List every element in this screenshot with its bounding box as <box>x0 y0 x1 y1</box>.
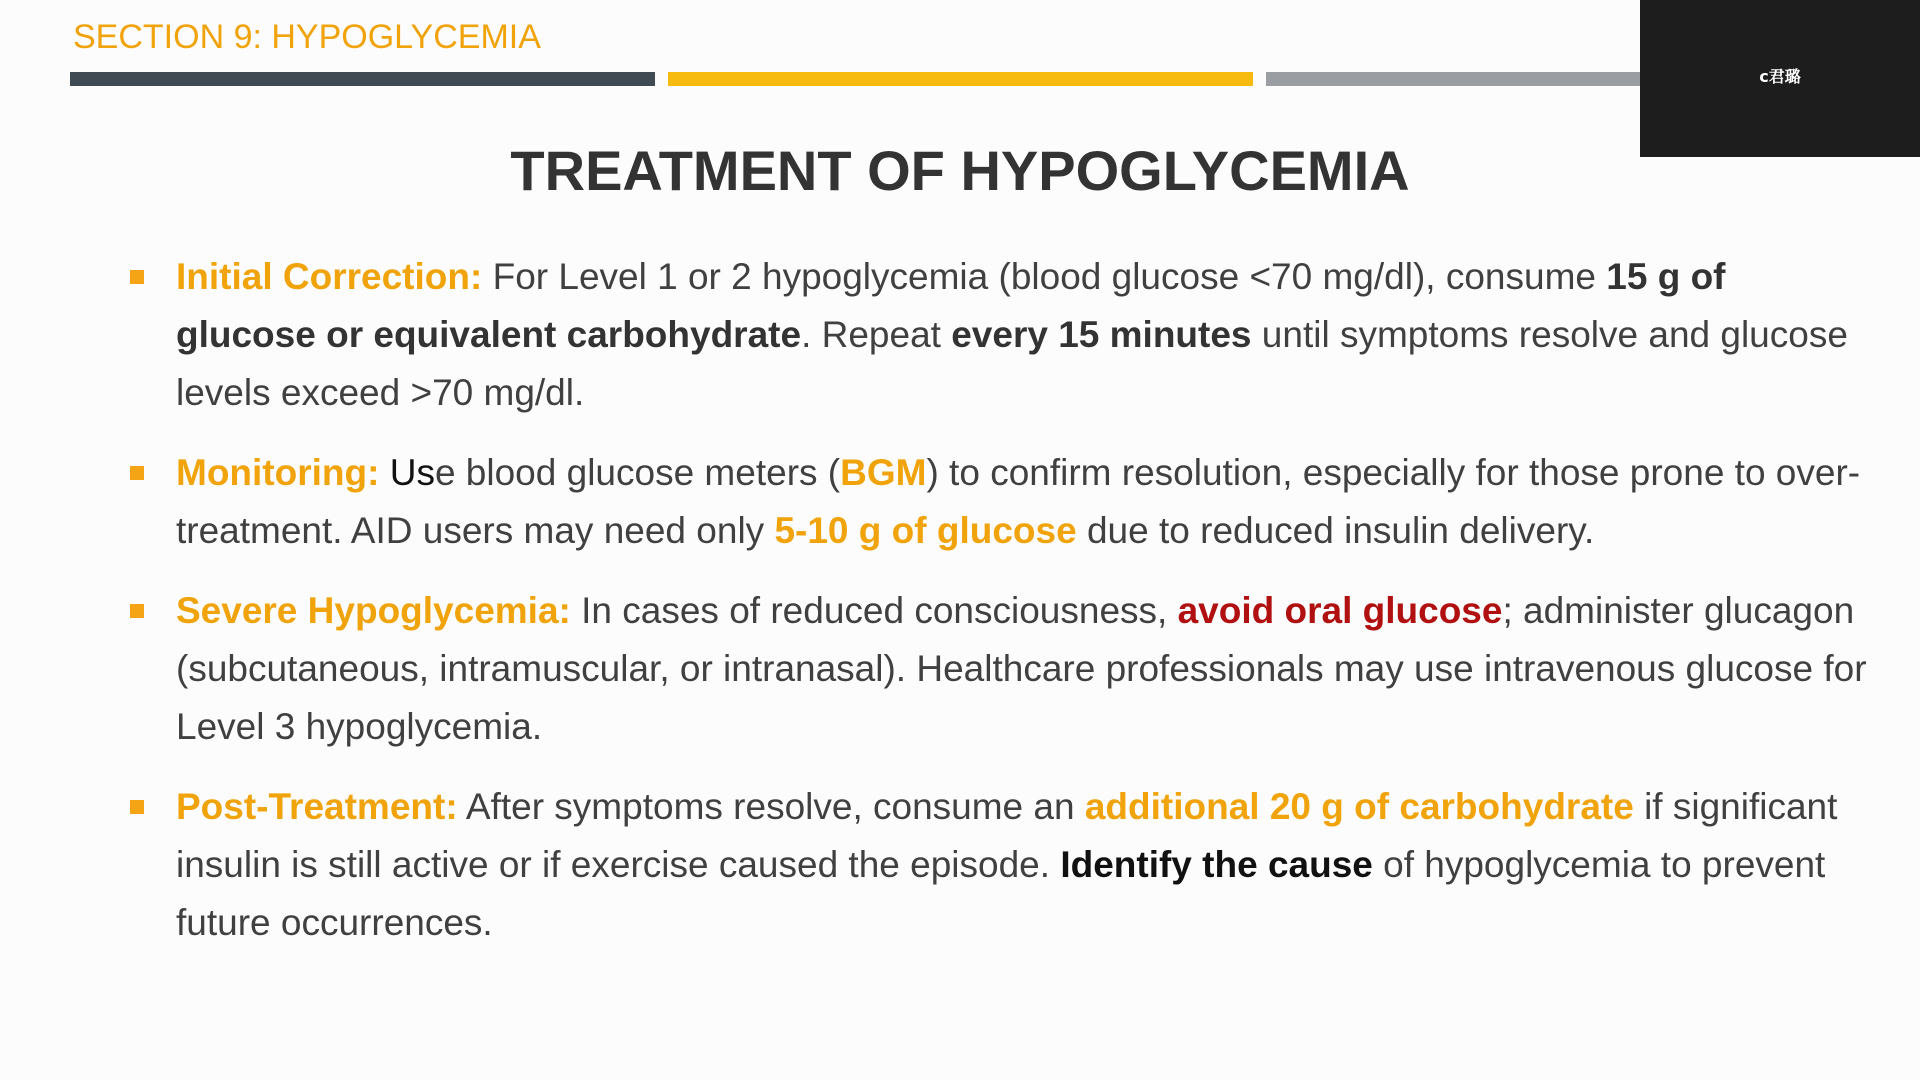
bullet-text <box>379 452 389 493</box>
bullet-list <box>130 248 1870 974</box>
square-bullet-icon <box>130 466 144 480</box>
header-bar-yellow <box>668 72 1253 86</box>
bullet-text: if significant insulin is still active or if exercise caused the episode. <box>176 786 1838 885</box>
bullet-severe-hypoglycemia <box>130 582 1870 756</box>
bullet-heading: Initial Correction: <box>176 256 483 297</box>
bullet-text: ) to confirm resolution, especially for those prone to over-treatment. AID users may need only <box>176 452 1861 551</box>
bullet-heading: Monitoring: <box>176 452 380 493</box>
bullet-emphasis: Identify the cause <box>1060 844 1373 885</box>
bullet-highlight: BGM <box>840 452 927 493</box>
bullet-heading: Post-Treatment: <box>176 786 458 827</box>
bullet-highlight: additional 20 g of carbohydrate <box>1084 786 1634 827</box>
bullet-warning: avoid oral glucose <box>1177 590 1503 631</box>
bullet-text: For Level 1 or 2 hypoglycemia (blood glucose <70 mg/dl), consume <box>482 256 1607 297</box>
bullet-post-treatment <box>130 778 1870 952</box>
bullet-text: until symptoms resolve and glucose levels exceed >70 mg/dl. <box>176 314 1848 413</box>
square-bullet-icon <box>130 800 144 814</box>
bullet-emphasis: 15 g of glucose or equivalent carbohydrate <box>176 256 1726 355</box>
bullet-highlight: 5-10 g of glucose <box>774 510 1077 551</box>
bullet-monitoring <box>130 444 1870 560</box>
square-bullet-icon <box>130 270 144 284</box>
bullet-text-dark: Us <box>389 452 435 493</box>
bullet-text: e blood glucose meters ( <box>434 452 841 493</box>
bullet-text: due to reduced insulin delivery. <box>1076 510 1595 551</box>
header-bar-dark <box>70 72 655 86</box>
section-label: SECTION 9: HYPOGLYCEMIA <box>73 18 541 56</box>
bullet-initial-correction <box>130 248 1870 422</box>
bullet-text: After symptoms resolve, consume an <box>457 786 1085 827</box>
bullet-text: . Repeat <box>801 314 952 355</box>
video-overlay-label: c君璐 <box>1759 67 1801 86</box>
slide-title: TREATMENT OF HYPOGLYCEMIA <box>510 139 1410 202</box>
video-overlay[interactable] <box>1640 0 1920 157</box>
bullet-text: In cases of reduced consciousness, <box>570 590 1178 631</box>
bullet-text: of hypoglycemia to prevent future occurrences. <box>176 844 1826 943</box>
header-bar-gray <box>1266 72 1656 86</box>
bullet-heading: Severe Hypoglycemia: <box>176 590 571 631</box>
square-bullet-icon <box>130 604 144 618</box>
bullet-emphasis: every 15 minutes <box>951 314 1252 355</box>
bullet-text: ; administer glucagon (subcutaneous, intramuscular, or intranasal). Healthcare professionals may use intravenous glucose for Level 3 hypoglycemia. <box>176 590 1867 747</box>
